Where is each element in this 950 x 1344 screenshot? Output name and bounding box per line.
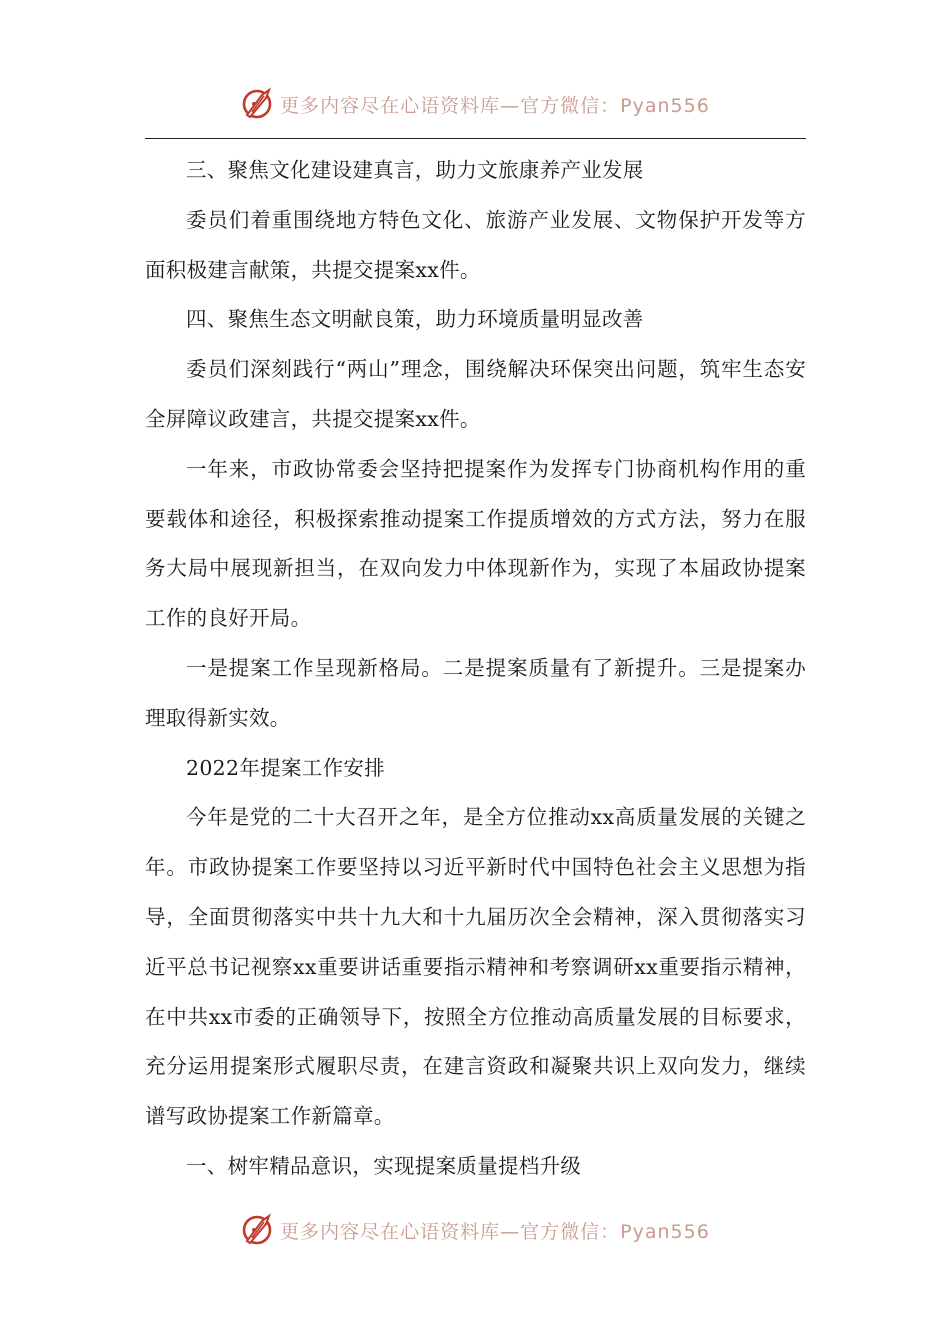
paragraph-2022-plan: 今年是党的二十大召开之年，是全方位推动xx高质量发展的关键之年。市政协提案工作要坚持以习近平新时代中国特色社会主义思想为指导，全面贯彻落实中共十九大和十九届历次全会精神，深入贯彻落实习近平总书记视察xx重要讲话重要指示精神和考察调研xx重要指示精神，在中共xx市委的正确领导下，按照全方位推动高质量发展的目标要求，充分运用提案形式履职尽责，在建言资政和凝聚共识上双向发力，继续谱写政协提案工作新篇章。 xyxy=(145,805,806,1129)
paragraph-ecology: 委员们深刻践行“两山”理念，围绕解决环保突出问题，筑牢生态安全屏障议政建言，共提交提案xx件。 xyxy=(145,357,806,431)
header-divider xyxy=(145,138,806,139)
pen-nib-circle-logo-icon xyxy=(240,1212,276,1248)
paragraph-culture: 委员们着重围绕地方特色文化、旅游产业发展、文物保护开发等方面积极建言献策，共提交提案xx件。 xyxy=(145,207,806,282)
document-body xyxy=(145,146,806,1192)
header-banner xyxy=(0,82,950,126)
section-heading-culture: 三、聚焦文化建设建真言，助力文旅康养产业发展 xyxy=(186,158,644,182)
footer-banner xyxy=(0,1208,950,1252)
footer-banner-text: 更多内容尽在心语资料库—官方微信：Pyan556 xyxy=(280,1220,710,1243)
section-heading-ecology: 四、聚焦生态文明献良策，助力环境质量明显改善 xyxy=(186,307,644,332)
pen-nib-circle-logo-icon xyxy=(240,86,276,122)
paragraph-achievements: 一是提案工作呈现新格局。二是提案质量有了新提升。三是提案办理取得新实效。 xyxy=(145,655,806,730)
paragraph-year-summary: 一年来，市政协常委会坚持把提案作为发挥专门协商机构作用的重要载体和途径，积极探索推动提案工作提质增效的方式方法，努力在服务大局中展现新担当，在双向发力中体现新作为，实现了本届政协提案工作的良好开局。 xyxy=(145,456,806,631)
section-heading-quality: 一、树牢精品意识，实现提案质量提档升级 xyxy=(186,1153,582,1178)
section-heading-2022-plan: 2022年提案工作安排 xyxy=(186,755,385,780)
header-banner-text: 更多内容尽在心语资料库—官方微信：Pyan556 xyxy=(280,94,710,117)
